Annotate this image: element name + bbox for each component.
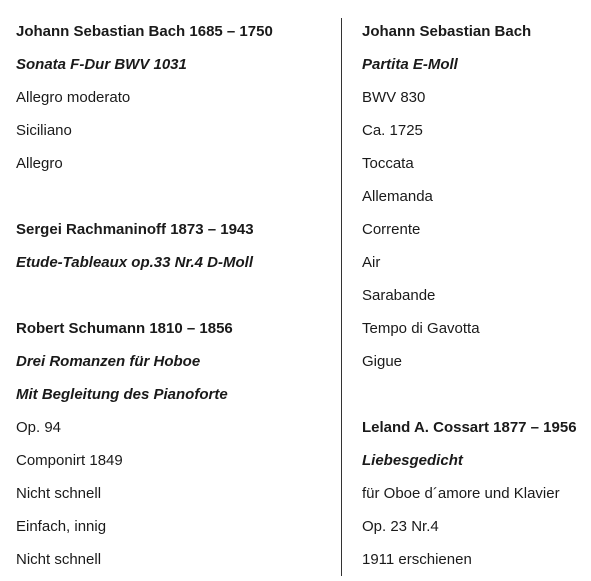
column-divider	[341, 18, 342, 576]
composer-heading: Leland A. Cossart 1877 – 1956	[362, 419, 577, 436]
movement-line: Nicht schnell	[16, 551, 102, 568]
detail-line: Ca. 1725	[362, 122, 423, 139]
movement-line: Gigue	[362, 353, 403, 370]
composer-heading: Sergei Rachmaninoff 1873 – 1943	[16, 221, 254, 238]
composer-heading: Johann Sebastian Bach 1685 – 1750	[16, 23, 273, 40]
movement-line: Allegro moderato	[16, 89, 131, 106]
movement-line: Sarabande	[362, 287, 436, 304]
work-title: Liebesgedicht	[362, 452, 463, 469]
spacer-line	[16, 185, 331, 218]
left-program-column	[16, 20, 331, 581]
movement-line: Tempo di Gavotta	[362, 320, 480, 337]
composer-heading: Robert Schumann 1810 – 1856	[16, 320, 233, 337]
right-program-column	[362, 20, 587, 581]
work-title: Sonata F-Dur BWV 1031	[16, 56, 187, 73]
movement-line: Nicht schnell	[16, 485, 102, 502]
work-title: Partita E-Moll	[362, 56, 458, 73]
work-title: Drei Romanzen für Hoboe	[16, 353, 201, 370]
detail-line: BWV 830	[362, 89, 426, 106]
spacer-line	[362, 383, 587, 416]
movement-line: Corrente	[362, 221, 421, 238]
movement-line: Einfach, innig	[16, 518, 107, 535]
detail-line: Op. 23 Nr.4	[362, 518, 439, 535]
detail-line: Op. 94	[16, 419, 62, 436]
movement-line: Allemanda	[362, 188, 433, 205]
detail-line: 1911 erschienen	[362, 551, 472, 568]
work-subtitle: Mit Begleitung des Pianoforte	[16, 386, 228, 403]
detail-line: Componirt 1849	[16, 452, 123, 469]
movement-line: Allegro	[16, 155, 63, 172]
movement-line: Air	[362, 254, 381, 271]
movement-line: Siciliano	[16, 122, 72, 139]
spacer-line	[16, 284, 331, 317]
work-title: Etude-Tableaux op.33 Nr.4 D-Moll	[16, 254, 253, 271]
detail-line: für Oboe d´amore und Klavier	[362, 485, 560, 502]
movement-line: Toccata	[362, 155, 414, 172]
composer-heading: Johann Sebastian Bach	[362, 23, 532, 40]
